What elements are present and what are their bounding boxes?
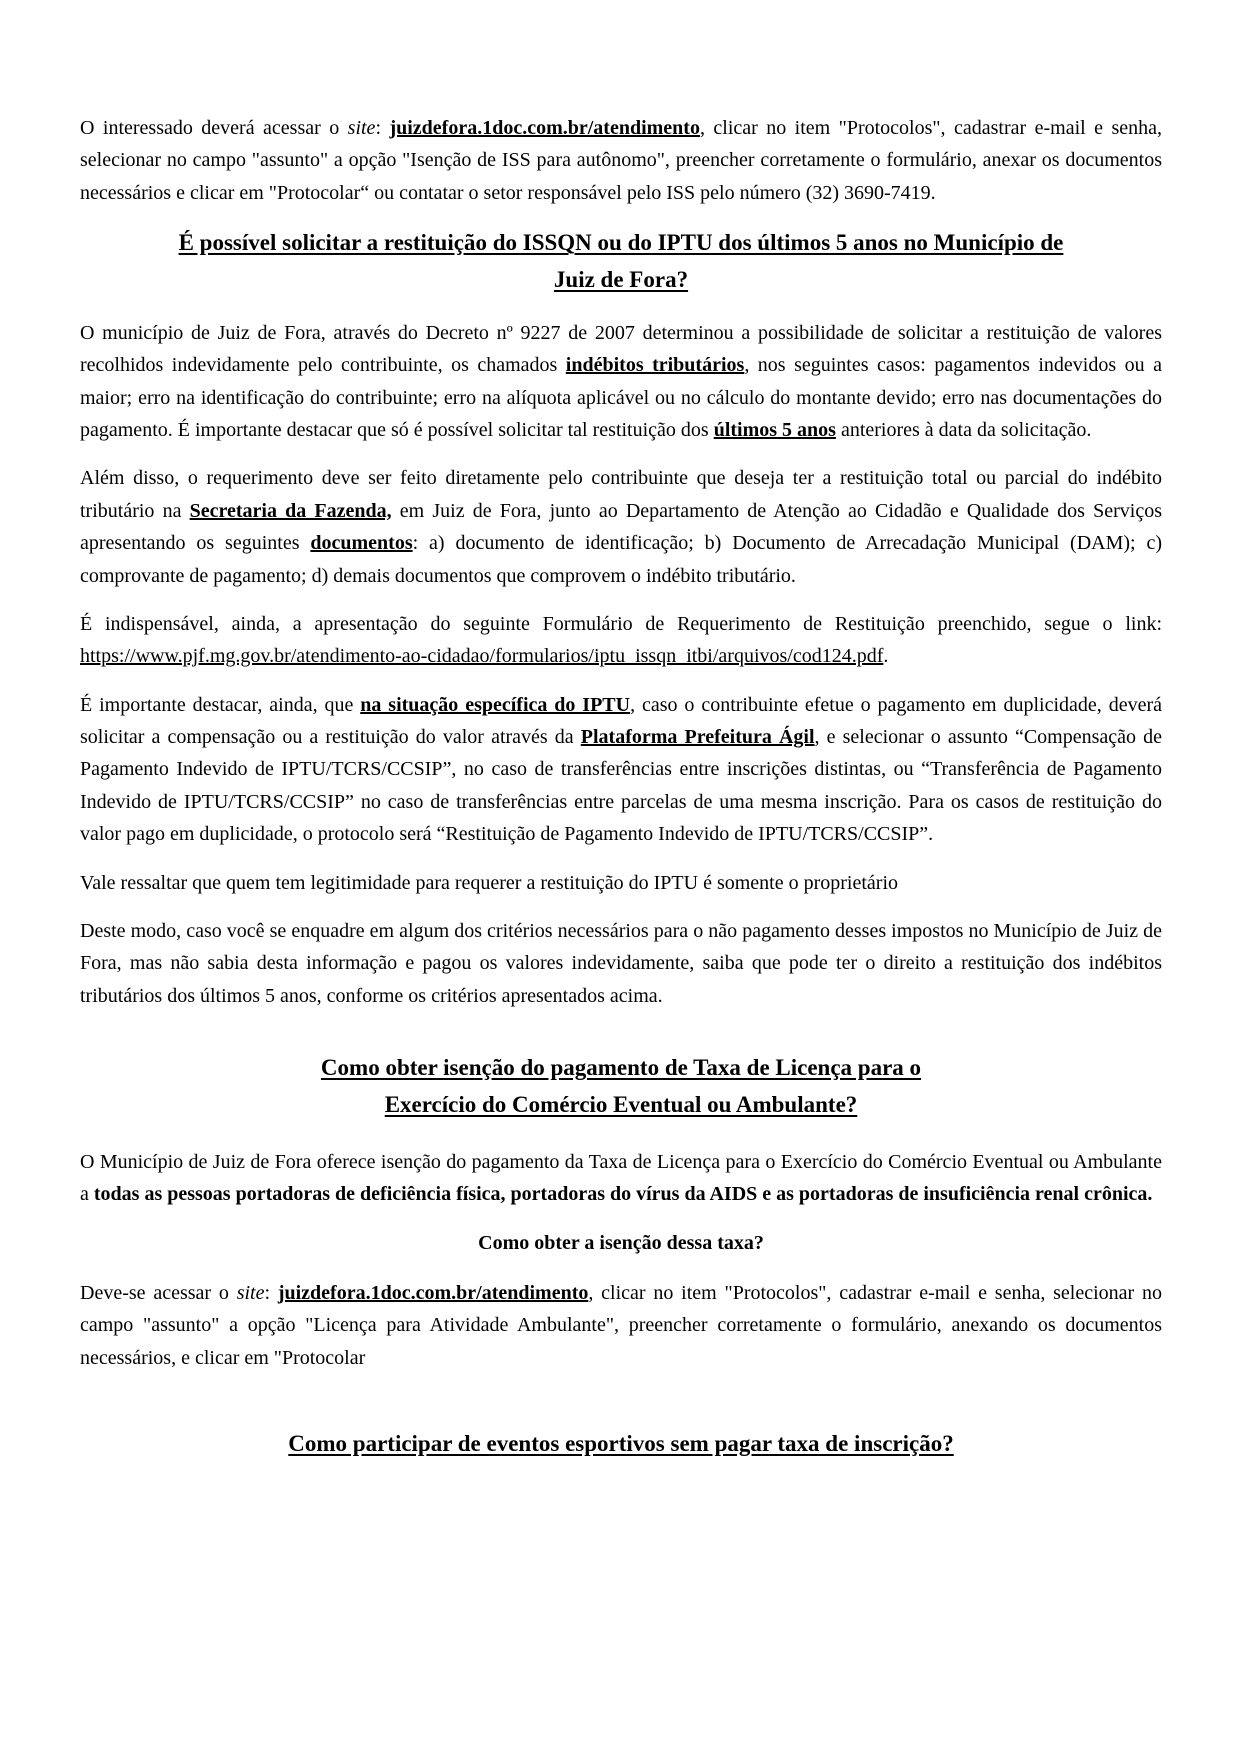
text-run: . xyxy=(883,645,889,668)
text-run: Vale ressaltar que quem tem legitimidade para requerer a restituição do IPTU é somente o proprietário xyxy=(80,871,899,894)
heading-line: É possível solicitar a restituição do ISSQN ou do IPTU dos últimos 5 anos no Município de xyxy=(178,230,1064,256)
paragraph-iss-instructions xyxy=(80,112,1162,209)
text-run: É indispensável, ainda, a apresentação do seguinte Formulário de Requerimento de Restituição preenchido, segue o link: xyxy=(80,612,1162,635)
paragraph-legitimidade-proprietario xyxy=(80,867,1162,899)
heading-isencao-taxa-licenca xyxy=(140,1050,1102,1124)
text-run: Além disso, o requerimento deve ser feito diretamente pelo contribuinte que deseja ter a restituição total ou parcial do indébito tributário na xyxy=(80,467,1162,522)
paragraph-requerimento-fazenda xyxy=(80,462,1162,592)
subheading-como-obter-isencao: Como obter a isenção dessa taxa? xyxy=(478,1231,764,1254)
emphasis-plataforma-prefeitura-agil: Plataforma Prefeitura Ágil xyxy=(580,726,815,749)
paragraph-isencao-beneficiarios xyxy=(80,1146,1162,1211)
link-formulario-cod124-pdf[interactable]: https://www.pjf.mg.gov.br/atendimento-ao-cidadao/formularios/iptu_issqn_itbi/arquivos/cod124.pdf xyxy=(80,645,884,668)
text-run: O Município de Juiz de Fora oferece isenção do pagamento da Taxa de Licença para o Exercício do Comércio Eventual ou Ambulante a xyxy=(80,1150,1162,1206)
text-run: Deste modo, caso você se enquadre em algum dos critérios necessários para o não pagamento desses impostos no Município de Juiz de Fora, mas não sabia desta informação e pagou os valores indevidamente, saiba que pode ter o direito a restituição dos indébitos tributários dos últimos 5 anos, conforme os critérios apresentados acima. xyxy=(80,920,1162,1007)
text-run: , clicar no item "Protocolos", cadastrar e-mail e senha, selecionar no campo "assunto" a opção "Licença para Atividade Ambulante", preencher corretamente o formulário, anexando os documentos necessários, e clicar em "Protocolar xyxy=(80,1281,1162,1369)
paragraph-licenca-instructions xyxy=(80,1277,1162,1374)
text-run: : xyxy=(375,117,390,139)
paragraph-iptu-duplicidade xyxy=(80,689,1162,851)
link-1doc-atendimento[interactable]: juizdefora.1doc.com.br/atendimento xyxy=(389,117,700,139)
text-run: O município de Juiz de Fora, através do Decreto nº 9227 de 2007 determinou a possibilidade de solicitar a restituição de valores recolhidos indevidamente pelo contribuinte, os chamados xyxy=(80,321,1162,377)
text-run: , clicar no item "Protocolos", cadastrar e-mail e senha, selecionar no campo "assunto" a opção "Isenção de ISS para autônomo", preencher corretamente o formulário, anexar os documentos necessários e clicar em "Protocolar“ ou contatar o setor responsável pelo ISS pelo número (32) 3690-7419. xyxy=(80,117,1162,204)
text-run: anteriores à data da solicitação. xyxy=(835,418,1092,441)
text-run: , nos seguintes casos: pagamentos indevidos ou a maior; erro na identificação do contribuinte; erro na alíquota aplicável ou no cálculo do montante devido; erro nas documentações do pagamento. É importante destacar que só é possível solicitar tal restituição dos xyxy=(80,354,1162,441)
heading-line: Exercício do Comércio Eventual ou Ambulante? xyxy=(384,1091,858,1117)
text-run: : a) documento de identificação; b) Documento de Arrecadação Municipal (DAM); c) comprovante de pagamento; d) demais documentos que comprovem o indébito tributário. xyxy=(80,532,1162,587)
emphasis-ultimos-5-anos: últimos 5 anos xyxy=(713,418,836,441)
emphasis-documentos: documentos xyxy=(310,532,413,555)
emphasis-secretaria-fazenda: Secretaria da Fazenda, xyxy=(189,499,392,522)
text-run: : xyxy=(264,1281,278,1304)
heading-line: Juiz de Fora? xyxy=(553,266,689,292)
heading-eventos-esportivos xyxy=(80,1426,1162,1463)
text-run: em Juiz de Fora, junto ao Departamento de Atenção ao Cidadão e Qualidade dos Serviços apresentando os seguintes xyxy=(80,499,1162,555)
site-word-italic: site xyxy=(347,117,376,139)
paragraph-deste-modo xyxy=(80,915,1162,1012)
text-run: , caso o contribuinte efetue o pagamento em duplicidade, deverá solicitar a compensação ou a restituição do valor através da xyxy=(80,693,1162,749)
text-run: , e selecionar o assunto “Compensação de Pagamento Indevido de IPTU/TCRS/CCSIP”, no caso de transferências entre inscrições distintas, ou “Transferência de Pagamento Indevido de IPTU/TCRS/CCSIP” no caso de transferências entre parcelas de uma mesma inscrição. Para os casos de restituição do valor pago em duplicidade, o protocolo será “Restituição de Pagamento Indevido de IPTU/TCRS/CCSIP”. xyxy=(80,726,1162,846)
heading-line: Como participar de eventos esportivos sem pagar taxa de inscrição? xyxy=(288,1431,954,1457)
paragraph-formulario-link xyxy=(80,608,1162,673)
emphasis-beneficiarios: todas as pessoas portadoras de deficiência física, portadoras do vírus da AIDS e as portadoras de insuficiência renal crônica. xyxy=(93,1183,1153,1206)
link-1doc-atendimento[interactable]: juizdefora.1doc.com.br/atendimento xyxy=(277,1281,589,1304)
paragraph-decreto-9227 xyxy=(80,317,1162,447)
text-run: É importante destacar, ainda, que xyxy=(80,693,361,716)
heading-restituicao-issqn-iptu xyxy=(80,225,1162,299)
site-word-italic: site xyxy=(236,1281,265,1304)
emphasis-situacao-iptu: na situação específica do IPTU xyxy=(360,693,631,716)
text-run: O interessado deverá acessar o xyxy=(80,117,348,139)
emphasis-indebitos-tributarios: indébitos tributários xyxy=(565,354,745,377)
text-run: Deve-se acessar o xyxy=(80,1281,237,1304)
heading-line: Como obter isenção do pagamento de Taxa de Licença para o xyxy=(320,1055,922,1081)
